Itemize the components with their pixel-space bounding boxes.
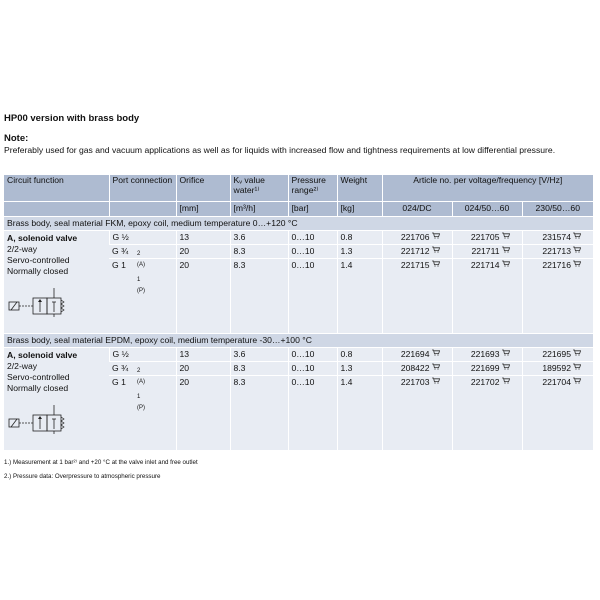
note-heading: Note:	[4, 133, 29, 144]
port-connection-cell: G 1	[109, 259, 176, 334]
port-1-label: 1 (P)	[137, 277, 145, 294]
cart-icon[interactable]	[573, 245, 581, 258]
cart-icon[interactable]	[502, 362, 510, 375]
article-number[interactable]: 221714	[470, 260, 500, 270]
article-number-cell	[452, 245, 522, 259]
weight-cell: 1.4	[337, 259, 382, 334]
article-number[interactable]: 189592	[542, 363, 571, 373]
kv-cell: 8.3	[230, 259, 288, 334]
article-number-cell	[382, 231, 452, 245]
cart-icon[interactable]	[432, 259, 440, 272]
article-number-cell	[522, 231, 593, 245]
kv-cell: 8.3	[230, 245, 288, 259]
article-number[interactable]: 221712	[400, 246, 430, 256]
footnote-2: 2.) Pressure data: Overpressure to atmospheric pressure	[4, 473, 161, 480]
cart-icon[interactable]	[502, 231, 510, 244]
section-heading: Brass body, seal material EPDM, epoxy coil, medium temperature -30…+100 °C	[4, 334, 593, 348]
cart-icon[interactable]	[432, 231, 440, 244]
cart-icon[interactable]	[573, 259, 581, 272]
header-pressure-range: Pressure range²⁾	[288, 175, 337, 202]
article-number[interactable]: 208422	[400, 363, 430, 373]
orifice-cell: 13	[176, 348, 230, 362]
article-number[interactable]: 221713	[542, 246, 571, 256]
function-line: Servo-controlled	[7, 372, 70, 382]
valve-symbol-icon	[7, 283, 87, 317]
port-2-label: 2 (A)	[137, 251, 145, 268]
orifice-cell: 13	[176, 231, 230, 245]
kv-cell: 3.6	[230, 231, 288, 245]
article-number-cell	[522, 362, 593, 376]
function-line: 2/2-way	[7, 361, 38, 371]
port-2-label: 2 (A)	[137, 368, 145, 385]
weight-cell: 0.8	[337, 348, 382, 362]
port-connection-cell: G 1	[109, 376, 176, 451]
footnote-1: 1.) Measurement at 1 bar²⁾ and +20 °C at the valve inlet and free outlet	[4, 459, 198, 466]
cart-icon[interactable]	[432, 348, 440, 361]
article-number[interactable]: 221711	[471, 246, 500, 256]
voltage-230-ac: 230/50…60	[522, 202, 593, 217]
weight-cell: 0.8	[337, 231, 382, 245]
function-label: A, solenoid valve	[7, 233, 78, 243]
unit-weight: [kg]	[337, 202, 382, 217]
table-row	[4, 231, 593, 245]
pressure-cell: 0…10	[288, 376, 337, 451]
article-number[interactable]: 231574	[542, 232, 571, 242]
cart-icon[interactable]	[502, 376, 510, 389]
cart-icon[interactable]	[502, 245, 510, 258]
cart-icon[interactable]	[502, 348, 510, 361]
article-number-cell	[522, 245, 593, 259]
article-number-cell	[522, 259, 593, 334]
cart-icon[interactable]	[432, 245, 440, 258]
function-line: Normally closed	[7, 383, 69, 393]
article-number[interactable]: 221716	[542, 260, 571, 270]
pressure-cell: 0…10	[288, 231, 337, 245]
cart-icon[interactable]	[573, 376, 581, 389]
unit-pressure: [bar]	[288, 202, 337, 217]
article-number[interactable]: 221695	[542, 349, 571, 359]
port-connection-cell: G ¾	[109, 245, 176, 259]
header-circuit-function: Circuit function	[4, 175, 109, 202]
cart-icon[interactable]	[502, 259, 510, 272]
table-body	[4, 217, 593, 451]
article-number-cell	[522, 348, 593, 362]
cart-icon[interactable]	[432, 362, 440, 375]
article-number-cell	[382, 362, 452, 376]
article-number[interactable]: 221703	[400, 377, 430, 387]
header-unit-blank	[4, 202, 109, 217]
weight-cell: 1.3	[337, 362, 382, 376]
function-line: 2/2-way	[7, 244, 38, 254]
unit-kv: [m³/h]	[230, 202, 288, 217]
pressure-cell: 0…10	[288, 245, 337, 259]
kv-cell: 8.3	[230, 362, 288, 376]
function-line: Servo-controlled	[7, 255, 70, 265]
article-number-cell	[522, 376, 593, 451]
cart-icon[interactable]	[573, 231, 581, 244]
kv-cell: 3.6	[230, 348, 288, 362]
weight-cell: 1.3	[337, 245, 382, 259]
port-connection-cell: G ½	[109, 231, 176, 245]
article-number-cell	[452, 259, 522, 334]
table-row	[4, 348, 593, 362]
unit-orifice: [mm]	[176, 202, 230, 217]
article-number-cell	[382, 245, 452, 259]
port-connection-cell: G ¾	[109, 362, 176, 376]
cart-icon[interactable]	[432, 376, 440, 389]
article-number-cell	[382, 376, 452, 451]
voltage-024-dc: 024/DC	[382, 202, 452, 217]
article-number-cell	[382, 348, 452, 362]
voltage-024-ac: 024/50…60	[452, 202, 522, 217]
orifice-cell: 20	[176, 362, 230, 376]
pressure-cell: 0…10	[288, 259, 337, 334]
article-number[interactable]: 221705	[470, 232, 500, 242]
article-number[interactable]: 221693	[470, 349, 500, 359]
article-number[interactable]: 221702	[470, 377, 500, 387]
page-title: HP00 version with brass body	[4, 113, 140, 124]
function-label: A, solenoid valve	[7, 350, 78, 360]
article-number-cell	[382, 259, 452, 334]
header-weight: Weight	[337, 175, 382, 202]
port-connection-cell: G ½	[109, 348, 176, 362]
article-number-cell	[452, 376, 522, 451]
weight-cell: 1.4	[337, 376, 382, 451]
port-1-label: 1 (P)	[137, 394, 145, 411]
header-unit-blank	[109, 202, 176, 217]
article-number-cell	[452, 231, 522, 245]
cart-icon[interactable]	[573, 362, 581, 375]
function-line: Normally closed	[7, 266, 69, 276]
note-text: Preferably used for gas and vacuum applications as well as for liquids with increased flow and tightness requirements at low differential pressure.	[4, 145, 556, 155]
section-heading-row	[4, 334, 593, 348]
article-number[interactable]: 221704	[542, 377, 571, 387]
header-orifice: Orifice	[176, 175, 230, 202]
cart-icon[interactable]	[573, 348, 581, 361]
header-kv-value: Kᵥ value water¹⁾	[230, 175, 288, 202]
section-heading-row	[4, 217, 593, 231]
orifice-cell: 20	[176, 259, 230, 334]
article-number-cell	[452, 362, 522, 376]
article-number[interactable]: 221699	[470, 363, 500, 373]
pressure-cell: 0…10	[288, 348, 337, 362]
valve-symbol-icon	[7, 400, 87, 434]
orifice-cell: 20	[176, 376, 230, 451]
pressure-cell: 0…10	[288, 362, 337, 376]
article-number-cell	[452, 348, 522, 362]
article-number[interactable]: 221706	[400, 232, 430, 242]
section-heading: Brass body, seal material FKM, epoxy coil, medium temperature 0…+120 °C	[4, 217, 593, 231]
article-number[interactable]: 221694	[400, 349, 430, 359]
header-port-connection: Port connection	[109, 175, 176, 202]
orifice-cell: 20	[176, 245, 230, 259]
header-article: Article no. per voltage/frequency [V/Hz]	[382, 175, 593, 202]
spec-table	[4, 175, 593, 450]
kv-cell: 8.3	[230, 376, 288, 451]
article-number[interactable]: 221715	[400, 260, 430, 270]
